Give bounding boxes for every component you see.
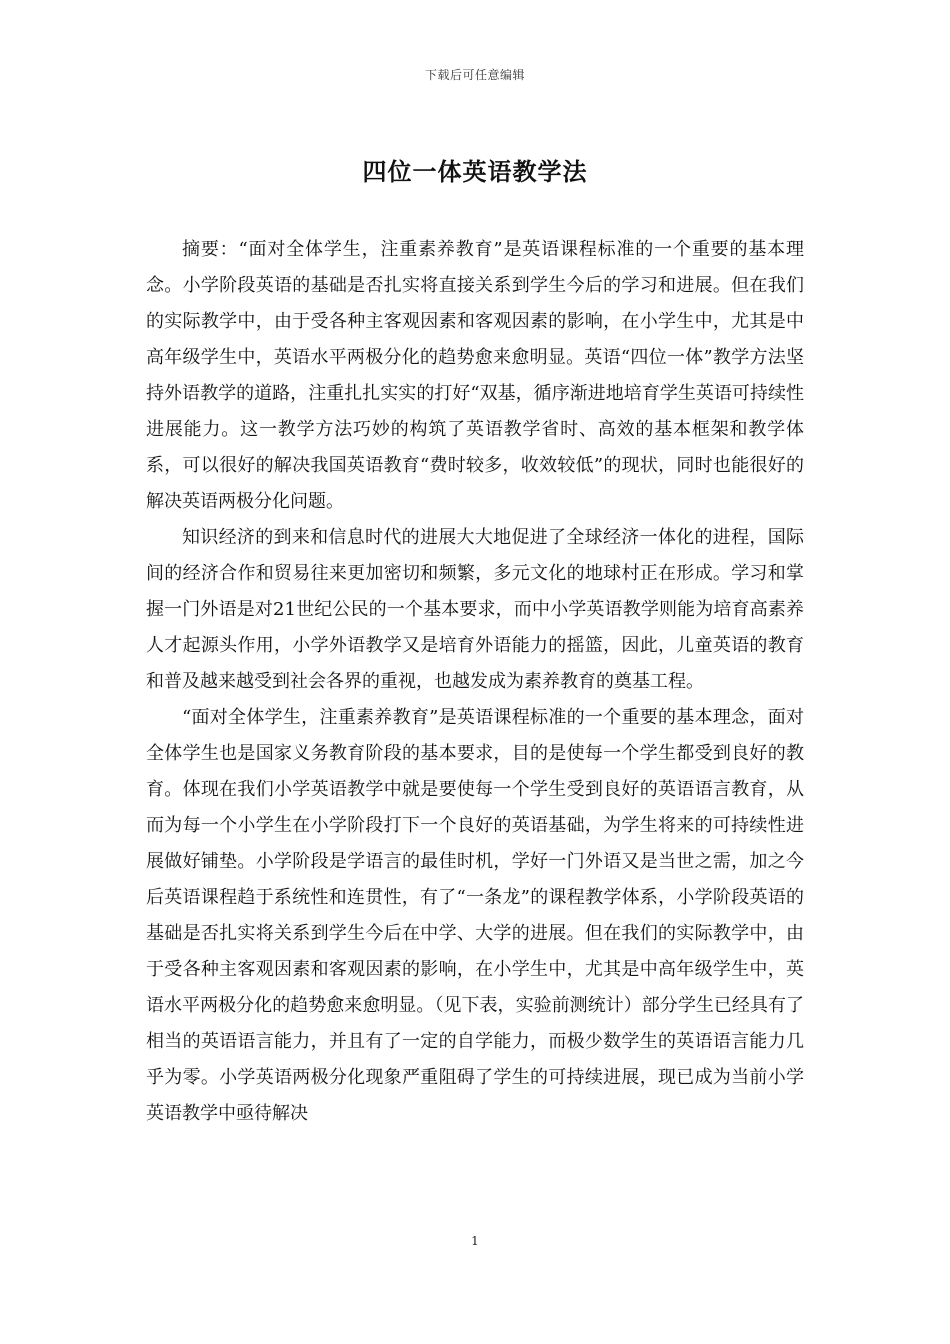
page-number: 1 (471, 1234, 479, 1248)
document-body (146, 232, 804, 1132)
document-title: 四位一体英语教学法 (362, 157, 588, 186)
paragraph-3: “面对全体学生，注重素养教育”是英语课程标准的一个重要的基本理念，面对全体学生也是国家义务教育阶段的基本要求，目的是使每一个学生都受到良好的教育。体现在我们小学英语教学中就是要使每一个学生受到良好的英语语言教育，从而为每一个小学生在小学阶段打下一个良好的英语基础，为学生将来的可持续性进展做好铺垫。小学阶段是学语言的最佳时机，学好一门外语又是当世之需，加之今后英语课程趋于系统性和连贯性，有了“一条龙”的课程教学体系，小学阶段英语的基础是否扎实将关系到学生今后在中学、大学的进展。但在我们的实际教学中，由于受各种主客观因素和客观因素的影响，在小学生中，尤其是中高年级学生中，英语水平两极分化的趋势愈来愈明显。（见下表，实验前测统计）部分学生已经具有了相当的英语语言能力，并且有了一定的自学能力，而极少数学生的英语语言能力几乎为零。小学英语两极分化现象严重阻碍了学生的可持续进展，现已成为当前小学英语教学中亟待解决 (146, 707, 804, 1124)
paragraph-abstract: 摘要：“面对全体学生，注重素养教育”是英语课程标准的一个重要的基本理念。小学阶段英语的基础是否扎实将直接关系到学生今后的学习和进展。但在我们的实际教学中，由于受各种主客观因素和客观因素的影响，在小学生中，尤其是中高年级学生中，英语水平两极分化的趋势愈来愈明显。英语“四位一体”教学方法坚持外语教学的道路，注重扎扎实实的打好“双基，循序渐进地培育学生英语可持续性进展能力。这一教学方法巧妙的构筑了英语教学省时、高效的基本框架和教学体系，可以很好的解决我国英语教育“费时较多，收效较低”的现状，同时也能很好的解决英语两极分化问题。 (146, 239, 804, 512)
header-note: 下载后可任意编辑 (424, 68, 525, 82)
paragraph-2: 知识经济的到来和信息时代的进展大大地促进了全球经济一体化的进程，国际间的经济合作和贸易往来更加密切和频繁，多元文化的地球村正在形成。学习和掌握一门外语是对21世纪公民的一个基本要求，而中小学英语教学则能为培育高素养人才起源头作用，小学外语教学又是培育外语能力的摇篮，因此，儿童英语的教育和普及越来越受到社会各界的重视，也越发成为素养教育的奠基工程。 (146, 527, 804, 692)
